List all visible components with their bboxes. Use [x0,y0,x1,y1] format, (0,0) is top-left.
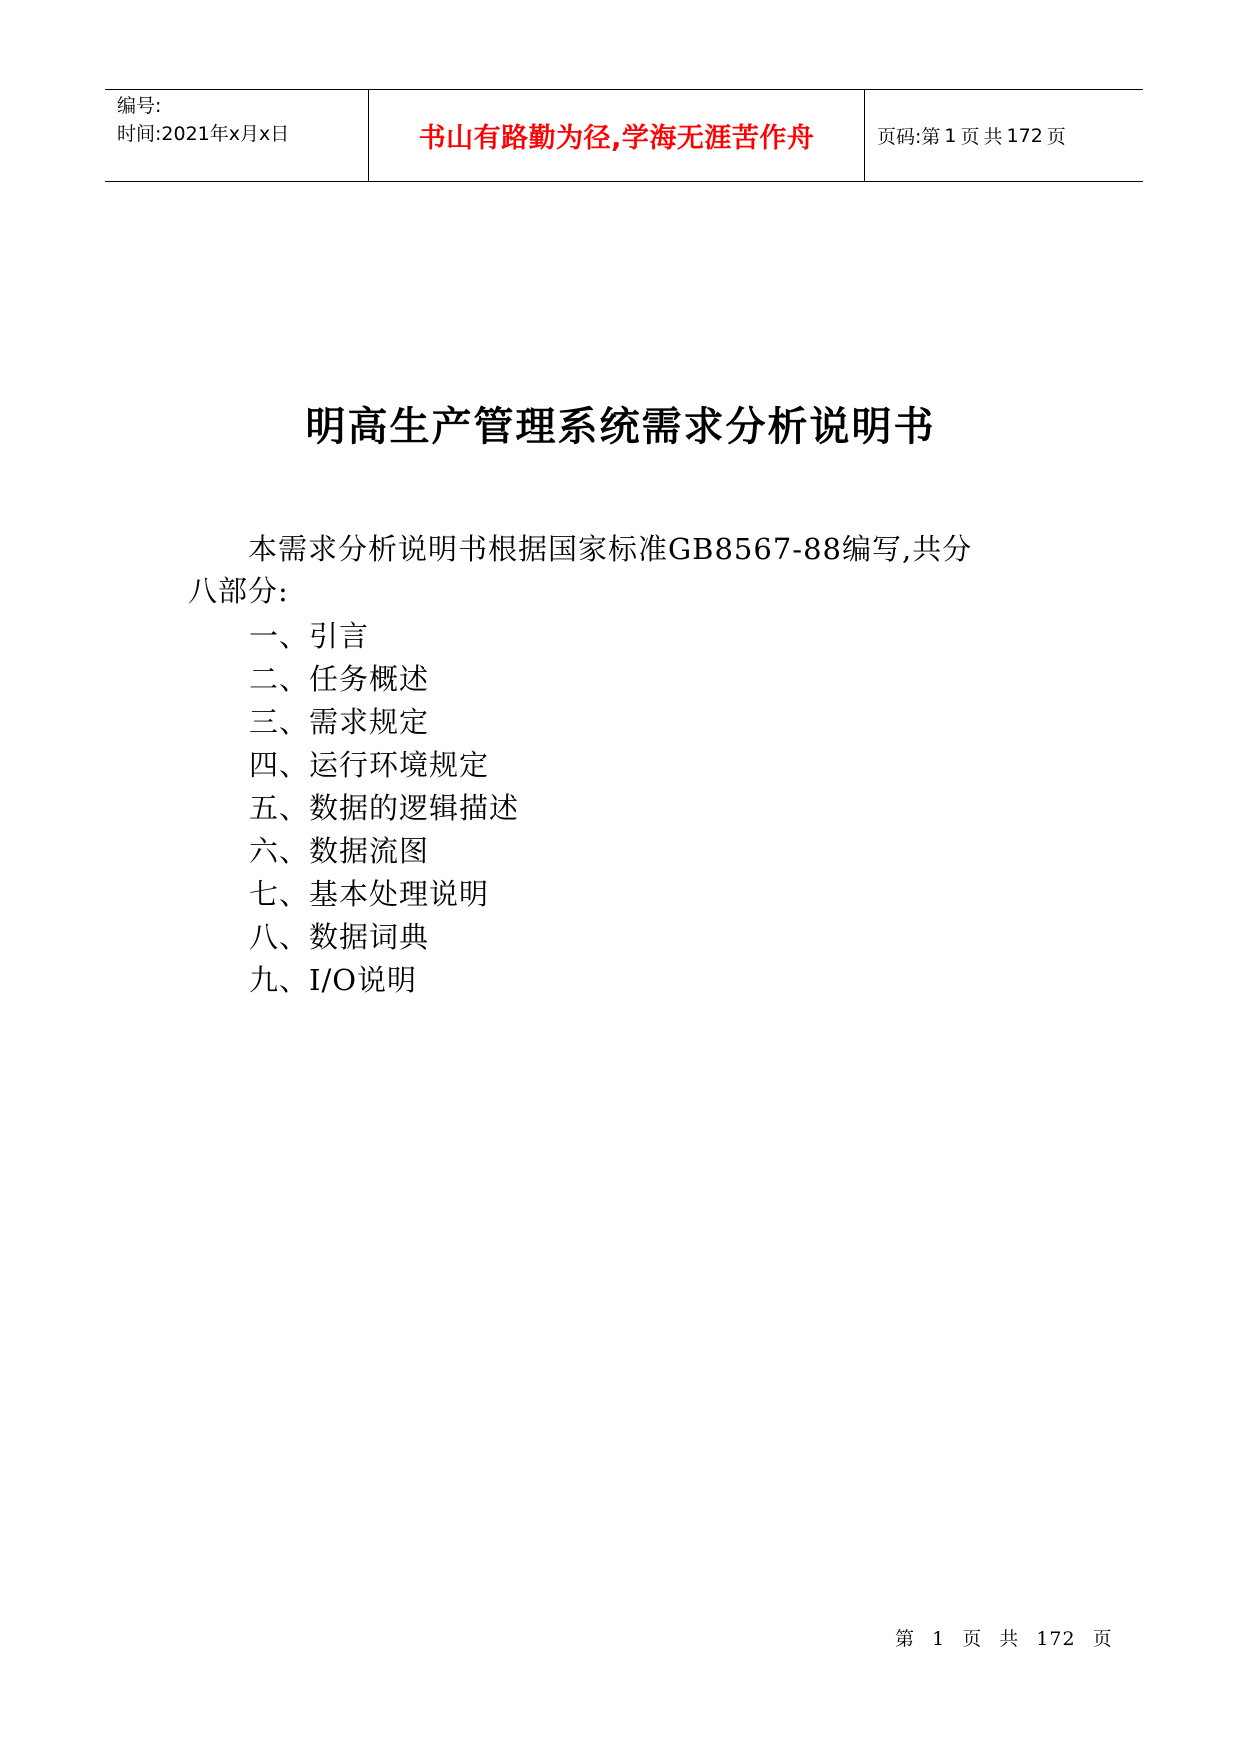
section-item: 三、需求规定 [249,705,430,739]
serial-number-label: 编号: [117,95,162,117]
section-item: 四、运行环境规定 [249,748,490,782]
header-motto-cell [369,90,865,181]
header-page-cell [865,90,1143,181]
page-current: 1 [944,124,957,147]
section-item: 六、数据流图 [249,834,430,868]
section-item: 一、引言 [249,619,370,653]
section-item: 五、数据的逻辑描述 [249,791,520,825]
page-total-prefix: 共 [983,126,1003,148]
page-footer [895,1624,1123,1651]
footer-current: 1 [932,1628,946,1650]
page-total-suffix: 页 [1046,126,1066,148]
document-title: 明高生产管理系统需求分析说明书 [305,403,936,450]
footer-page-word: 页 [962,1628,983,1650]
intro-line-1: 本需求分析说明书根据国家标准GB8567-88编写,共分 [248,532,973,566]
footer-total-prefix: 共 [999,1628,1020,1650]
intro-line-2: 八部分: [188,574,289,608]
footer-total: 172 [1036,1628,1076,1650]
section-item: 七、基本处理说明 [249,877,490,911]
intro-paragraph [188,528,1058,612]
motto-text: 书山有路勤为径,学海无涯苦作舟 [418,123,815,154]
section-list [249,615,519,1002]
footer-prefix: 第 [895,1628,916,1650]
header-meta-cell [105,90,369,181]
page-total: 172 [1006,124,1043,147]
page-prefix: 页码:第 [877,126,941,148]
time-label: 时间:2021年x月x日 [117,123,290,145]
footer-total-suffix: 页 [1092,1628,1113,1650]
page-header [105,89,1143,182]
section-item: 九、I/O说明 [249,963,418,997]
section-item: 二、任务概述 [249,662,430,696]
page-word: 页 [960,126,980,148]
section-item: 八、数据词典 [249,920,430,954]
